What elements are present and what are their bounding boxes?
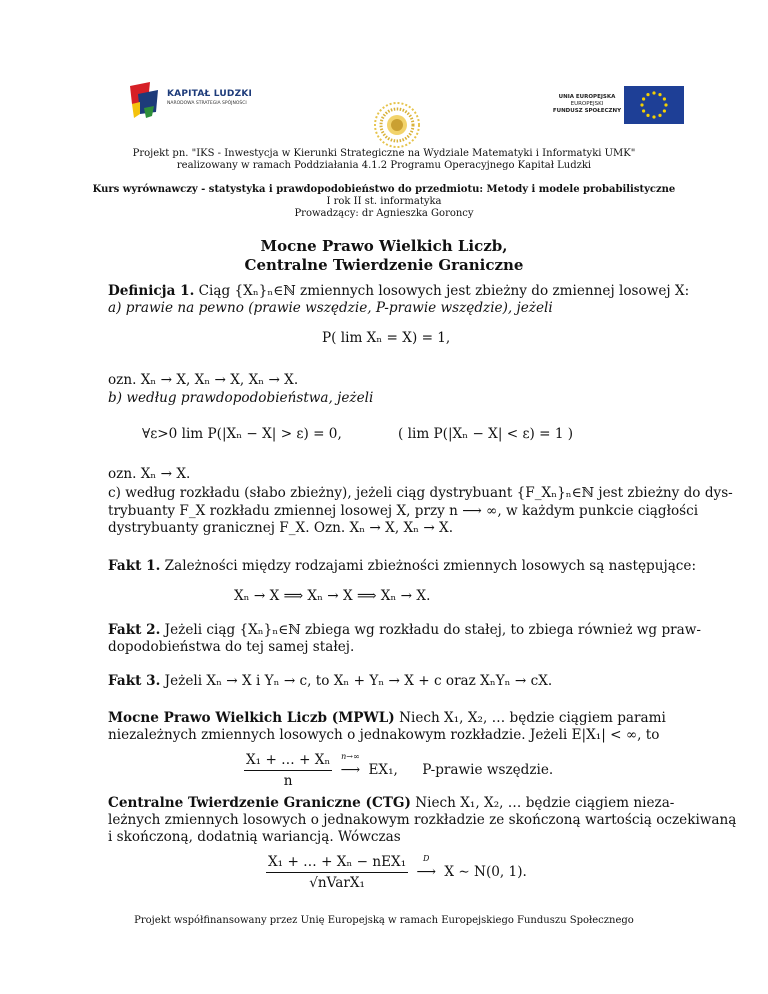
- mpwl-text-1: Niech X₁, X₂, … będzie ciągiem parami: [399, 710, 666, 726]
- ctg-denominator: √nVarX₁: [309, 875, 365, 891]
- ctg-text-1: Niech X₁, X₂, … będzie ciągiem nieza-: [415, 795, 675, 811]
- ctg-arrow-glyph: ⟶: [416, 864, 437, 880]
- fakt2-text-1: Jeżeli ciąg {Xₙ}ₙ∈ℕ zbiega wg rozkładu do stałej, to zbiega również wg praw-: [164, 622, 701, 638]
- ctg-line3: i skończoną, dodatnią wariancją. Wówczas: [108, 829, 401, 845]
- def1-label: Definicja 1.: [108, 283, 195, 299]
- eu-logo: [540, 86, 690, 126]
- def1-intro: Ciąg {Xₙ}ₙ∈ℕ zmiennych losowych jest zbieżny do zmiennej losowej X:: [198, 283, 690, 299]
- course-line: [0, 184, 768, 196]
- document-title-line2: Centralne Twierdzenie Graniczne: [244, 256, 524, 274]
- def1-b-notation: ozn. Xₙ → X.: [108, 466, 191, 482]
- fakt2-label: Fakt 2.: [108, 622, 161, 638]
- eu-star-icon: [663, 109, 666, 112]
- ctg-formula: [266, 854, 527, 891]
- mpwl-denominator: n: [283, 773, 293, 789]
- project-header-line1: Projekt pn. "IKS - Inwestycja w Kierunki Strategiczne na Wydziale Matematyki i Informatyki UMK": [132, 148, 636, 159]
- eu-star-icon: [642, 109, 645, 112]
- fakt1-label: Fakt 1.: [108, 558, 161, 574]
- def1-c-line1: c) według rozkładu (słabo zbieżny), jeżeli ciąg dystrybuant {F_Xₙ}ₙ∈ℕ jest zbieżny do dys-: [108, 485, 733, 501]
- eu-logo-text: [547, 94, 627, 115]
- umk-sun-emblem-icon: [372, 100, 422, 150]
- fakt1-text: Zależności między rodzajami zbieżności zmiennych losowych są następujące:: [164, 558, 697, 574]
- eu-star-icon: [646, 114, 649, 117]
- document-title-line1: Mocne Prawo Wielkich Liczb,: [260, 237, 508, 255]
- ctg-arrow: [416, 854, 437, 880]
- fakt3-line: [108, 673, 668, 690]
- project-header-line2: realizowany w ramach Poddziałania 4.1.2 Programu Operacyjnego Kapitał Ludzki: [176, 160, 592, 171]
- eu-star-icon: [642, 97, 645, 100]
- course-lecturer: Prowadzący: dr Agnieszka Goroncy: [294, 208, 474, 219]
- mpwl-arrow: [340, 752, 361, 778]
- fakt3-label: Fakt 3.: [108, 673, 161, 689]
- fakt2-line1: [108, 622, 701, 639]
- mpwl-numerator: X₁ + … + Xₙ: [244, 752, 332, 771]
- course-title: Kurs wyrównawczy - statystyka i prawdopodobieństwo do przedmiotu: Metody i modele probabilistyczne: [92, 184, 676, 195]
- mpwl-arrow-label: n→∞: [341, 752, 360, 761]
- eu-star-icon: [664, 103, 667, 106]
- ctg-line2: leżnych zmiennych losowych o jednakowym rozkładzie ze skończoną wartością oczekiwaną: [108, 812, 737, 828]
- ctg-label: Centralne Twierdzenie Graniczne (CTG): [108, 795, 411, 811]
- eu-star-icon: [652, 115, 655, 118]
- fakt1-formula: Xₙ → X ⟹ Xₙ → X ⟹ Xₙ → X.: [234, 588, 431, 604]
- def1-c-line2: trybuanty F_X rozkładu zmiennej losowej X, przy n ⟶ ∞, w każdym punkcie ciągłości: [108, 503, 699, 519]
- mpwl-arrow-glyph: ⟶: [340, 762, 361, 778]
- ctg-fraction: [266, 854, 408, 891]
- def1-a-notation: ozn. Xₙ → X, Xₙ → X, Xₙ → X.: [108, 372, 299, 388]
- kapital-ludzki-logo: [112, 72, 262, 128]
- eu-line1: UNIA EUROPEJSKA: [558, 94, 616, 100]
- fakt3-text: Jeżeli Xₙ → X i Yₙ → c, to Xₙ + Yₙ → X + c oraz XₙYₙ → cX.: [164, 673, 553, 689]
- mpwl-rhs-note: P-prawie wszędzie.: [422, 762, 554, 778]
- def1-b: b) według prawdopodobieństwa, jeżeli: [108, 390, 374, 406]
- def1-b-formula-1: ∀ε>0 lim P(|Xₙ − X| > ε) = 0,: [142, 426, 342, 442]
- eu-line3: FUNDUSZ SPOŁECZNY: [552, 108, 622, 114]
- eu-star-icon: [663, 97, 666, 100]
- ctg-rhs: X ∼ N(0, 1).: [444, 864, 527, 880]
- def1-a: a) prawie na pewno (prawie wszędzie, P-prawie wszędzie), jeżeli: [108, 300, 553, 316]
- mpwl-formula: [244, 752, 553, 789]
- mpwl-label: Mocne Prawo Wielkich Liczb (MPWL): [108, 710, 395, 726]
- course-year: I rok II st. informatyka: [326, 196, 442, 207]
- eu-star-icon: [658, 114, 661, 117]
- mpwl-line2: niezależnych zmiennych losowych o jednakowym rozkładzie. Jeżeli E|X₁| < ∞, to: [108, 727, 660, 743]
- fakt1-line: [108, 558, 697, 575]
- mpwl-rhs: EX₁,: [368, 762, 398, 778]
- def1-a-formula: P( lim Xₙ = X) = 1,: [322, 330, 451, 346]
- eu-line2: EUROPEJSKI: [570, 101, 604, 107]
- def1-intro-line: [108, 283, 690, 300]
- kapital-ludzki-title: KAPITAŁ LUDZKI: [167, 89, 253, 99]
- eu-star-icon: [652, 91, 655, 94]
- fakt2-line2: dopodobieństwa do tej samej stałej.: [108, 639, 355, 655]
- kapital-ludzki-subtitle: NARODOWA STRATEGIA SPÓJNOŚCI: [167, 101, 247, 106]
- mpwl-line1: [108, 710, 668, 727]
- eu-flag-icon: [624, 86, 684, 124]
- ctg-arrow-label: D: [423, 854, 430, 863]
- def1-c-line3: dystrybuanty granicznej F_X. Ozn. Xₙ → X, Xₙ → X.: [108, 520, 454, 536]
- eu-star-icon: [646, 93, 649, 96]
- page-footer: Projekt współfinansowany przez Unię Europejską w ramach Europejskiego Funduszu Społecznego: [134, 915, 634, 926]
- ctg-numerator: X₁ + … + Xₙ − nEX₁: [266, 854, 408, 873]
- def1-b-formula-2: ( lim P(|Xₙ − X| < ε) = 1 ): [398, 426, 574, 442]
- ctg-line1: [108, 795, 675, 812]
- eu-star-icon: [640, 103, 643, 106]
- kapital-ludzki-flag-icon: [128, 80, 162, 120]
- eu-star-icon: [658, 93, 661, 96]
- mpwl-fraction: [244, 752, 332, 789]
